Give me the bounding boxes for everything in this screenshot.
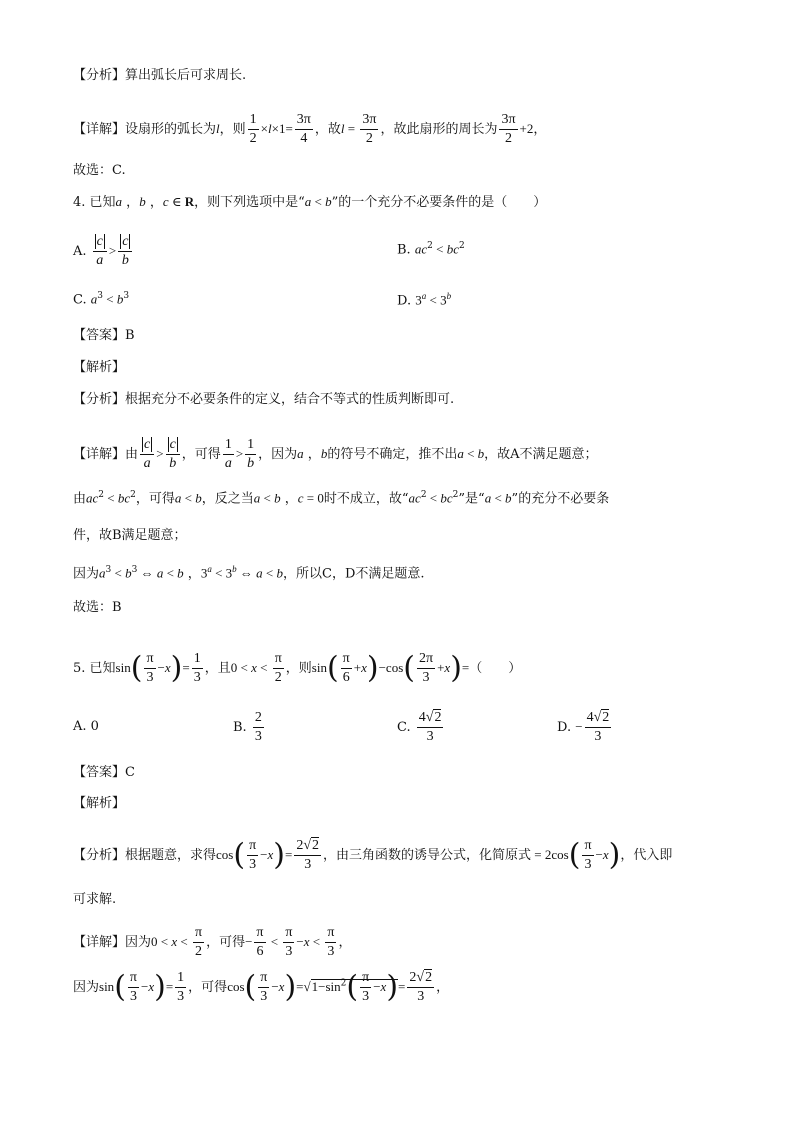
q5-detail-1: 【详解】因为0 < x < $\frac{\pi}{2}$ ，可得− $\frac{\pi}{6}$ < $\frac{\pi}{3}$ −x < $\frac{\pi}{3}$ ， — [73, 925, 352, 959]
fraction: $\frac{\pi}{3}$ — [285, 925, 293, 959]
detail-text: 因为 — [73, 566, 100, 582]
q4-option-d[interactable]: D. $3^a < 3^b$ — [397, 291, 452, 309]
fraction: $\frac{2√2}{3}$ — [409, 970, 433, 1004]
detail-text: ，可得 — [181, 447, 221, 462]
analysis-text: 【分析】根据充分不必要条件的定义，结合不等式的性质判断即可. — [73, 392, 455, 407]
option-label: D. — [397, 293, 412, 309]
option-label: D. — [557, 720, 572, 735]
jiexi-text: 【解析】 — [73, 360, 126, 375]
detail-text: ，因为 — [258, 447, 298, 462]
fraction: $\frac{1}{b}$ — [247, 437, 255, 471]
fraction: $\frac{3\pi}{4}$ — [296, 112, 311, 146]
detail-text: ，可得 — [135, 491, 175, 507]
fraction: $\frac{\pi}{3}$ — [362, 970, 370, 1004]
q5-option-c[interactable] — [397, 710, 445, 745]
answer-text: 【答案】C — [73, 765, 135, 780]
detail-text: 【详解】由 — [73, 447, 139, 462]
q4-option-b[interactable]: B. $ac^2 < bc^2$ — [397, 241, 465, 258]
q5-option-b[interactable] — [233, 710, 266, 745]
detail-text: ，故此扇形的周长为 — [380, 122, 498, 137]
fraction: $\frac{c}{a}$ — [140, 437, 154, 472]
analysis-text: ，由三角函数的诱导公式，化简原式 — [323, 848, 532, 863]
q5-option-a[interactable] — [73, 720, 99, 733]
detail-text: ，可得 — [188, 980, 228, 995]
q4-answer — [73, 329, 135, 342]
fraction: $\frac{\pi}{3}$ — [146, 651, 154, 685]
q5-stem-text: 5. 已知 — [73, 661, 116, 676]
q5-analysis-2 — [73, 893, 116, 906]
fraction: $\frac{\pi}{6}$ — [256, 925, 264, 959]
fraction: $\frac{2\pi}{3}$ — [418, 651, 434, 685]
fraction: $\frac{1}{2}$ — [249, 112, 257, 146]
fraction: $\frac{\pi}{3}$ — [260, 970, 268, 1004]
detail-text: ， — [338, 935, 352, 950]
fraction: $\frac{3\pi}{2}$ — [501, 112, 516, 146]
detail-text: ”的充分不必要条 — [511, 491, 610, 507]
option-label: C. — [73, 292, 87, 308]
detail-text: ”是“ — [458, 491, 485, 507]
fraction: $\frac{1}{3}$ — [177, 970, 185, 1004]
fraction: $\frac{\pi}{2}$ — [194, 925, 203, 959]
q5-answer — [73, 766, 135, 779]
detail-text: 【详解】因为 — [73, 935, 152, 950]
q4-detail-4: 因为$a^3 < b^3$ ⇔ a < b ，$3^a < 3^b$ ⇔ a < b，所以C，D不满足题意. — [73, 564, 425, 582]
option-label: A. 0 — [73, 719, 99, 734]
detail-text: ， — [533, 122, 547, 137]
fraction: $\frac{\pi}{3}$ — [249, 838, 257, 872]
detail-text: 的符号不确定，推不出 — [327, 447, 458, 462]
fraction: $\frac{3\pi}{2}$ — [362, 112, 377, 146]
q4-detail-1: 【详解】由 $\frac{c}{a}$ > $\frac{c}{b}$ ，可得 $\frac{1}{a}$ > $\frac{1}{b}$ ，因为a ，b的符号不确定，推不出a < b，故A不满足题意； — [73, 437, 598, 471]
detail-text: 因为 — [73, 980, 100, 995]
analysis-text: 【分析】根据题意，求得 — [73, 848, 217, 863]
fraction: $\frac{c}{a}$ — [93, 234, 107, 269]
fraction: $\frac{c}{b}$ — [118, 234, 132, 269]
q4-analysis — [73, 393, 454, 406]
q5-stem-text: （ ） — [469, 661, 522, 676]
detail-text: ，所以C，D不满足题意. — [283, 566, 425, 582]
q5-detail-2: 因为sin( $\frac{\pi}{3}$ −x)= $\frac{1}{3}$ ，可得cos( $\frac{\pi}{3}$ $-x)=√1-\sin^2$( $\frac{\pi}{3}$ −x)= $\frac{2√2}{3}$ ， — [73, 969, 450, 1005]
q4-jiexi — [73, 361, 125, 374]
q5-analysis-1: 【分析】根据题意，求得cos( $\frac{\pi}{3}$ −x)= $\frac{2√2}{3}$ ，由三角函数的诱导公式，化简原式 = 2cos( $\frac{\pi}{3}$ −x)，代入即 — [73, 837, 673, 873]
option-label: B. — [397, 242, 411, 258]
fraction: $\frac{c}{b}$ — [166, 437, 180, 472]
fraction: $\frac{4√2}{3}$ — [586, 710, 610, 744]
detail-text: ，反之当 — [201, 491, 254, 507]
q5-option-d[interactable]: D. − $\frac{4√2}{3}$ — [557, 710, 610, 744]
q5-jiexi — [73, 797, 125, 810]
q4-stem-text: 4. 已知 — [73, 195, 116, 210]
detail-text: ， — [436, 980, 450, 995]
detail-text: ，则 — [219, 122, 246, 137]
fraction: $\frac{2√2}{3}$ — [296, 838, 320, 872]
detail-text: 时不成立，故“ — [323, 491, 409, 507]
q4-detail-3 — [73, 529, 187, 542]
q4-stem-text: ”的一个充分不必要条件的是（ ） — [331, 195, 547, 210]
fraction: $\frac{1}{a}$ — [224, 437, 232, 471]
detail-text: ，故A不满足题意； — [484, 447, 598, 462]
fraction: $\frac{\pi}{6}$ — [342, 651, 350, 685]
answer-text: 故选：C. — [73, 163, 126, 178]
option-label: B. — [233, 720, 247, 735]
analysis-text: 可求解. — [73, 892, 117, 907]
detail-text: 由 — [73, 491, 87, 507]
q4-detail-2: 由$ac^2 < bc^2$，可得a < b，反之当a < b ，c = 0时不成立，故“$ac^2 < bc^2$”是“a < b”的充分不必要条 — [73, 490, 610, 507]
detail-text: 件，故B满足题意； — [73, 528, 187, 543]
final-text: 故选：B — [73, 600, 122, 615]
q4-final — [73, 601, 122, 614]
detail-text: ，可得 — [206, 935, 246, 950]
q5-stem-text: ，则 — [285, 661, 312, 676]
fraction: $\frac{\pi}{2}$ — [274, 651, 282, 685]
fraction: $\frac{4√2}{3}$ — [418, 710, 442, 744]
detail-text: 【详解】设扇形的弧长为 — [73, 122, 217, 137]
q4-stem-text: ，则下列选项中是“ — [194, 195, 305, 210]
q5-stem: 5. 已知sin( $\frac{\pi}{3}$ −x)= $\frac{1}{3}$ ，且0 < x < $\frac{\pi}{2}$ ，则sin( $\frac{\pi}{6}$ +x)−cos( $\frac{2\pi}{3}$ +x)=（ ） — [73, 650, 522, 686]
q4-option-a[interactable]: A. $\frac{c}{a}$ > $\frac{c}{b}$ — [73, 234, 134, 269]
jiexi-text: 【解析】 — [73, 796, 126, 811]
analysis-text: ，代入即 — [620, 848, 673, 863]
q5-stem-text: ，且 — [204, 661, 231, 676]
analysis-line — [73, 69, 246, 82]
option-label: C. — [397, 720, 411, 735]
answer-line — [73, 164, 126, 177]
detail-text: ，故 — [314, 122, 341, 137]
detail-line: 【详解】设扇形的弧长为l，则 $\frac{1}{2}$ ×l×1= $\frac{3\pi}{4}$ ，故l = $\frac{3\pi}{2}$ ，故此扇形的周长为 $\frac{3\pi}{2}$ +2， — [73, 112, 547, 146]
fraction: $\frac{\pi}{3}$ — [327, 925, 335, 959]
fraction: $\frac{2}{3}$ — [254, 710, 262, 744]
answer-text: 【答案】B — [73, 328, 135, 343]
fraction: $\frac{\pi}{3}$ — [129, 970, 137, 1004]
analysis-text: 【分析】算出弧长后可求周长. — [73, 68, 247, 83]
option-label: A. — [73, 244, 87, 259]
fraction: $\frac{1}{3}$ — [193, 651, 201, 685]
q4-stem: 4. 已知a ，b ，c ∈ R，则下列选项中是“a < b”的一个充分不必要条件的是（ ） — [73, 194, 547, 210]
fraction: $\frac{\pi}{3}$ — [584, 838, 592, 872]
q4-option-c[interactable]: C. $a^3 < b^3$ — [73, 291, 130, 308]
